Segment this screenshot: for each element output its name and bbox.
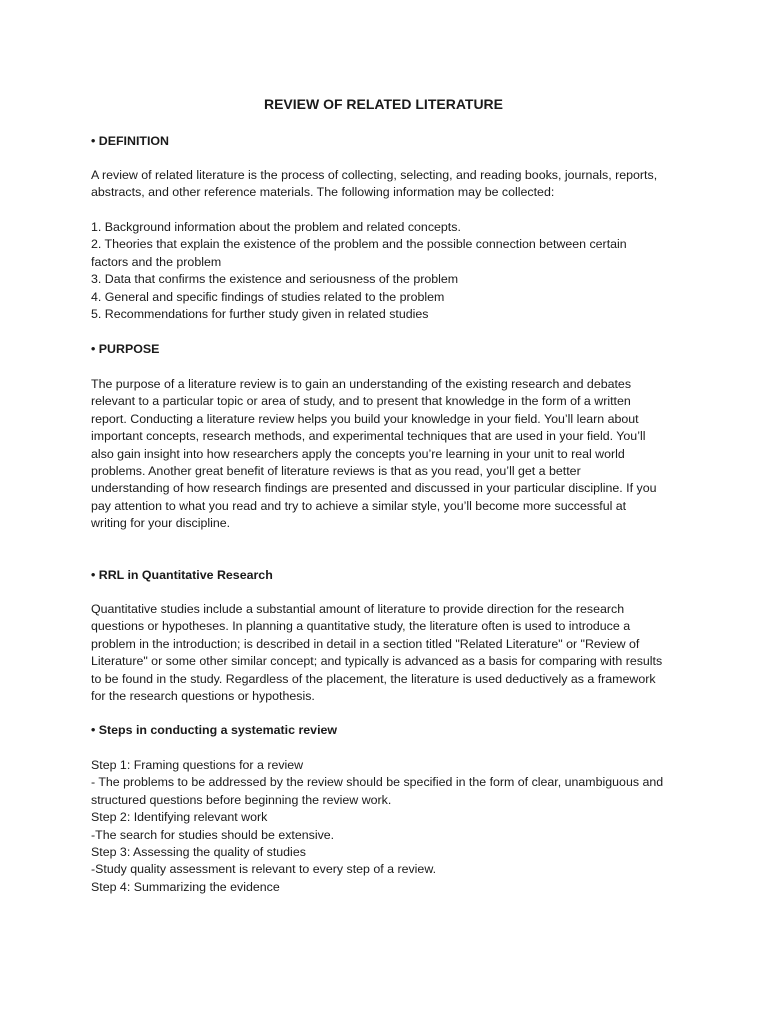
step-line: - The problems to be addressed by the review should be specified in the form of clear, unambiguous and xyxy=(91,775,664,790)
step-line: -Study quality assessment is relevant to every step of a review. xyxy=(91,862,437,877)
step-line: Step 3: Assessing the quality of studies xyxy=(91,845,306,860)
text-line: for the research questions or hypothesis. xyxy=(91,689,315,704)
section-heading-purpose: • PURPOSE xyxy=(91,342,160,356)
list-item: 3. Data that confirms the existence and seriousness of the problem xyxy=(91,272,459,287)
list-item: 1. Background information about the problem and related concepts. xyxy=(91,220,461,234)
text-line: problems. Another great benefit of literature reviews is that as you read, you’ll get a better xyxy=(91,464,581,479)
section-heading-definition: • DEFINITION xyxy=(91,134,169,148)
step-line: Step 1: Framing questions for a review xyxy=(91,758,304,772)
purpose-paragraph xyxy=(91,376,683,533)
definition-paragraph xyxy=(91,167,683,202)
text-line: abstracts, and other reference materials. The following information may be collected: xyxy=(91,185,555,200)
text-line: to be found in the study. Regardless of the placement, the literature is used deductively as a framework xyxy=(91,671,656,686)
steps-list xyxy=(91,757,683,896)
step-line: Step 4: Summarizing the evidence xyxy=(91,879,280,894)
text-line: The purpose of a literature review is to gain an understanding of the existing research and debates xyxy=(91,377,632,391)
text-line: report. Conducting a literature review helps you build your knowledge in your field. You’ll learn about xyxy=(91,411,639,426)
step-line: Step 2: Identifying relevant work xyxy=(91,810,268,825)
section-heading-rrl-quantitative: • RRL in Quantitative Research xyxy=(91,568,273,582)
text-line: relevant to a particular topic or area of study, and to present that knowledge in the form of a written xyxy=(91,394,631,409)
definition-list xyxy=(91,219,683,323)
text-line: also gain insight into how researchers apply the concepts you’re learning in your unit to real world xyxy=(91,446,625,461)
text-line: writing for your discipline. xyxy=(91,516,231,531)
text-line: A review of related literature is the process of collecting, selecting, and reading books, journals, reports, xyxy=(91,168,658,182)
step-line: -The search for studies should be extensive. xyxy=(91,827,335,842)
text-line: important concepts, research methods, and experimental techniques that are used in your field. You’ll xyxy=(91,429,646,444)
list-item: 5. Recommendations for further study given in related studies xyxy=(91,307,429,322)
text-line: Quantitative studies include a substantial amount of literature to provide direction for the research xyxy=(91,602,625,616)
text-line: questions or hypotheses. In planning a quantitative study, the literature often is used to introduce a xyxy=(91,619,631,634)
section-heading-systematic-review-steps: • Steps in conducting a systematic review xyxy=(91,723,338,737)
text-line: Literature" or some other similar concept; and typically is advanced as a basis for comparing with results xyxy=(91,654,663,669)
list-item: 4. General and specific findings of studies related to the problem xyxy=(91,289,445,304)
text-line: problem in the introduction; is described in detail in a section titled "Related Literature" or "Review of xyxy=(91,636,640,651)
list-item: factors and the problem xyxy=(91,254,222,269)
text-line: pay attention to what you read and try to achieve a similar style, you’ll become more successful at xyxy=(91,498,627,513)
list-item: 2. Theories that explain the existence of the problem and the possible connection between certain xyxy=(91,237,627,252)
step-line: structured questions before beginning the review work. xyxy=(91,792,392,807)
rrl-quantitative-paragraph xyxy=(91,601,683,705)
document-title: REVIEW OF RELATED LITERATURE xyxy=(263,96,504,112)
text-line: understanding of how research findings are presented and discussed in your particular discipline. If you xyxy=(91,481,657,496)
